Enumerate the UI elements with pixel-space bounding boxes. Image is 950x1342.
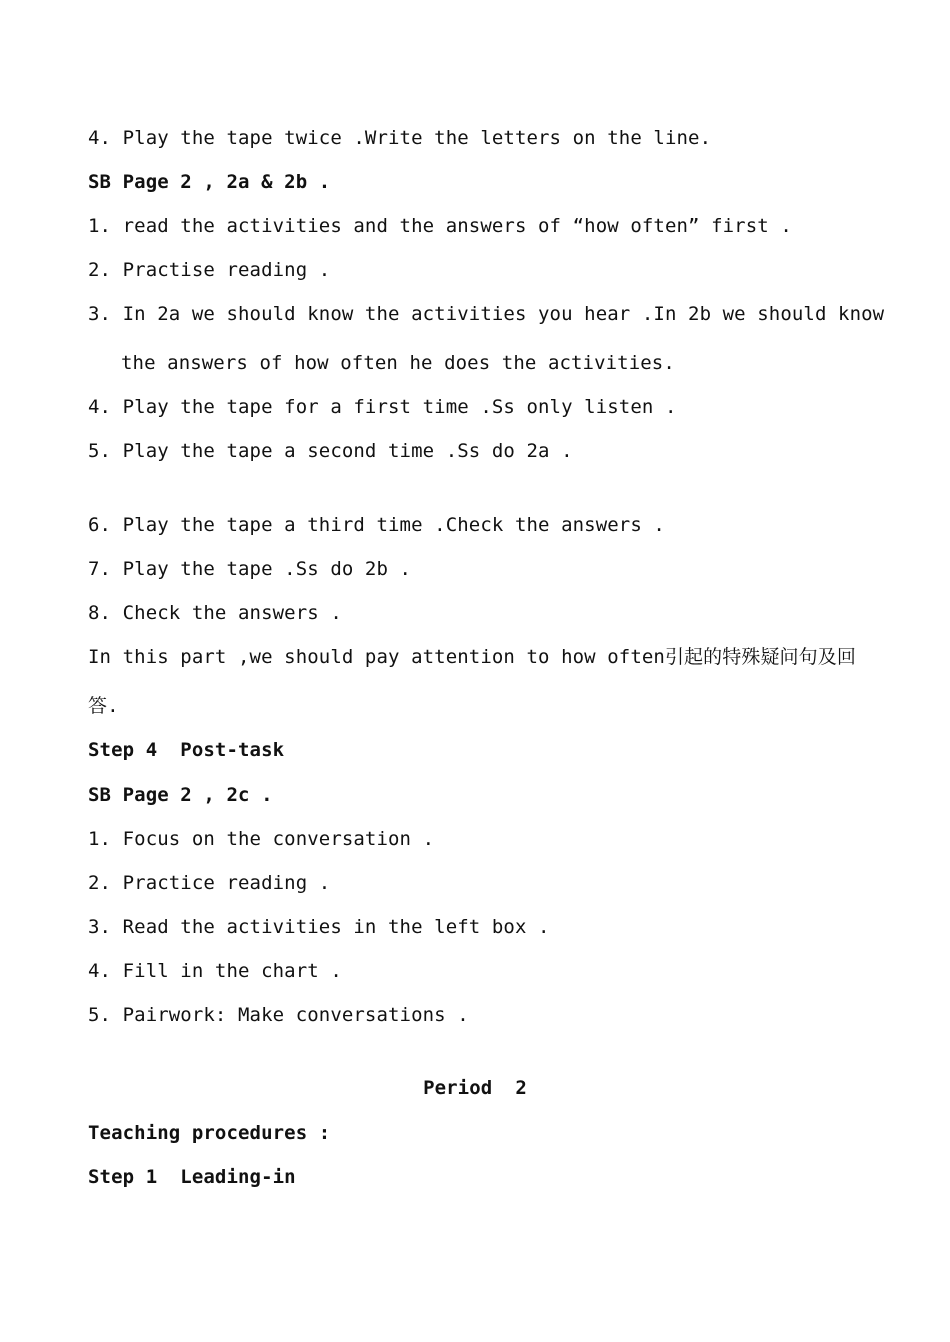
step-line: 2. Practise reading .: [88, 259, 331, 281]
section-heading: Step 4 Post-task: [88, 739, 285, 761]
step-line: 2. Practice reading .: [88, 872, 331, 894]
step-line: 6. Play the tape a third time .Check the answers .: [88, 514, 665, 536]
note-line-continuation: 答.: [88, 695, 119, 717]
step-line: 1. read the activities and the answers of “how often” first .: [88, 215, 792, 237]
step-line: 4. Fill in the chart .: [88, 960, 342, 982]
step-line: 7. Play the tape .Ss do 2b .: [88, 558, 412, 580]
step-line: 8. Check the answers .: [88, 602, 342, 624]
section-heading: Step 1 Leading-in: [88, 1166, 296, 1188]
step-line: 1. Focus on the conversation .: [88, 828, 435, 850]
section-heading: SB Page 2 , 2c .: [88, 784, 273, 806]
note-line: In this part ,we should pay attention to how often引起的特殊疑问句及回: [88, 646, 856, 668]
step-line: 4. Play the tape twice .Write the letters on the line.: [88, 127, 712, 149]
step-line: 3. Read the activities in the left box .: [88, 916, 550, 938]
section-heading: SB Page 2 , 2a & 2b .: [88, 171, 331, 193]
step-line: 5. Pairwork: Make conversations .: [88, 1004, 469, 1026]
step-line-continuation: the answers of how often he does the activities.: [121, 352, 675, 374]
step-line: 5. Play the tape a second time .Ss do 2a .: [88, 440, 573, 462]
step-line: 3. In 2a we should know the activities you hear .In 2b we should know: [88, 303, 885, 325]
section-heading: Teaching procedures :: [88, 1122, 331, 1144]
period-title: Period 2: [423, 1077, 527, 1099]
step-line: 4. Play the tape for a first time .Ss only listen .: [88, 396, 677, 418]
